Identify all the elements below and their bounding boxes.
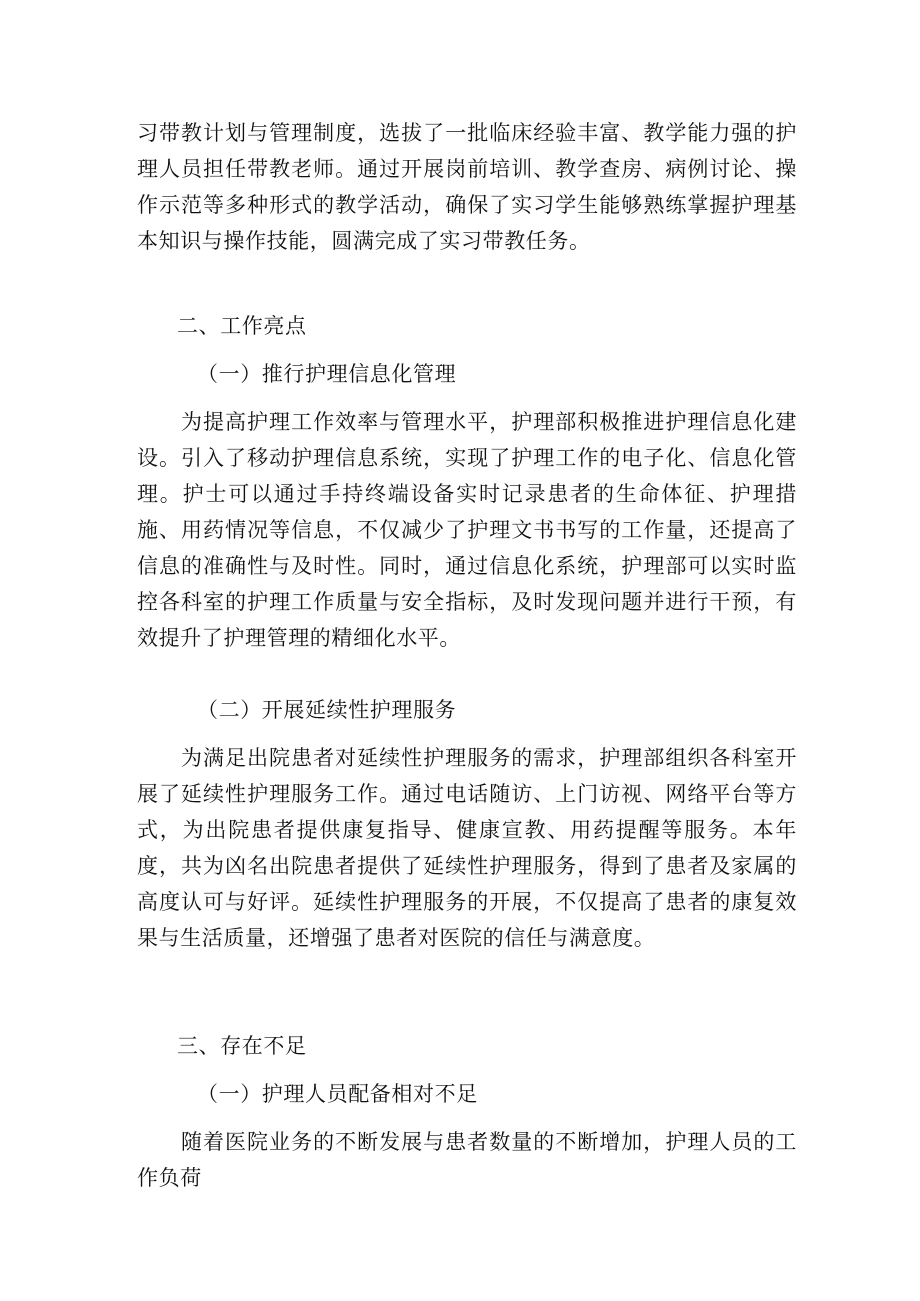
text-block-2 bbox=[137, 308, 797, 344]
text-block-6 bbox=[137, 740, 797, 956]
text-block-4 bbox=[137, 404, 797, 656]
paragraph-informatization: 为提高护理工作效率与管理水平，护理部积极推进护理信息化建设。引入了移动护理信息系统，实现了护理工作的电子化、信息化管理。护士可以通过手持终端设备实时记录患者的生命体征、护理措施、用药情况等信息，不仅减少了护理文书书写的工作量，还提高了信息的准确性与及时性。同时，通过信息化系统，护理部可以实时监控各科室的护理工作质量与安全指标，及时发现问题并进行干预，有效提升了护理管理的精细化水平。 bbox=[137, 410, 797, 650]
subheading-staffing: （一）护理人员配备相对不足 bbox=[197, 1082, 478, 1106]
section-heading-shortcomings: 三、存在不足 bbox=[177, 1034, 307, 1058]
subheading-informatization: （一）推行护理信息化管理 bbox=[197, 362, 457, 386]
text-block-1 bbox=[137, 115, 797, 259]
paragraph-staffing: 随着医院业务的不断发展与患者数量的不断增加，护理人员的工作负荷 bbox=[137, 1130, 797, 1190]
text-block-9 bbox=[137, 1124, 797, 1196]
paragraph-teaching-summary: 习带教计划与管理制度，选拔了一批临床经验丰富、教学能力强的护理人员担任带教老师。通过开展岗前培训、教学查房、病例讨论、操作示范等多种形式的教学活动，确保了实习学生能够熟练掌握护理基本知识与操作技能，圆满完成了实习带教任务。 bbox=[137, 121, 797, 253]
text-block-3 bbox=[137, 356, 797, 392]
text-block-5 bbox=[137, 692, 797, 728]
text-block-8 bbox=[137, 1076, 797, 1112]
paragraph-continuing-care: 为满足出院患者对延续性护理服务的需求，护理部组织各科室开展了延续性护理服务工作。通过电话随访、上门访视、网络平台等方式，为出院患者提供康复指导、健康宣教、用药提醒等服务。本年度，共为凶名出院患者提供了延续性护理服务，得到了患者及家属的高度认可与好评。延续性护理服务的开展，不仅提高了患者的康复效果与生活质量，还增强了患者对医院的信任与满意度。 bbox=[137, 746, 797, 950]
subheading-continuing-care: （二）开展延续性护理服务 bbox=[197, 698, 457, 722]
section-heading-highlights: 二、工作亮点 bbox=[177, 314, 307, 338]
text-block-7 bbox=[137, 1028, 797, 1064]
